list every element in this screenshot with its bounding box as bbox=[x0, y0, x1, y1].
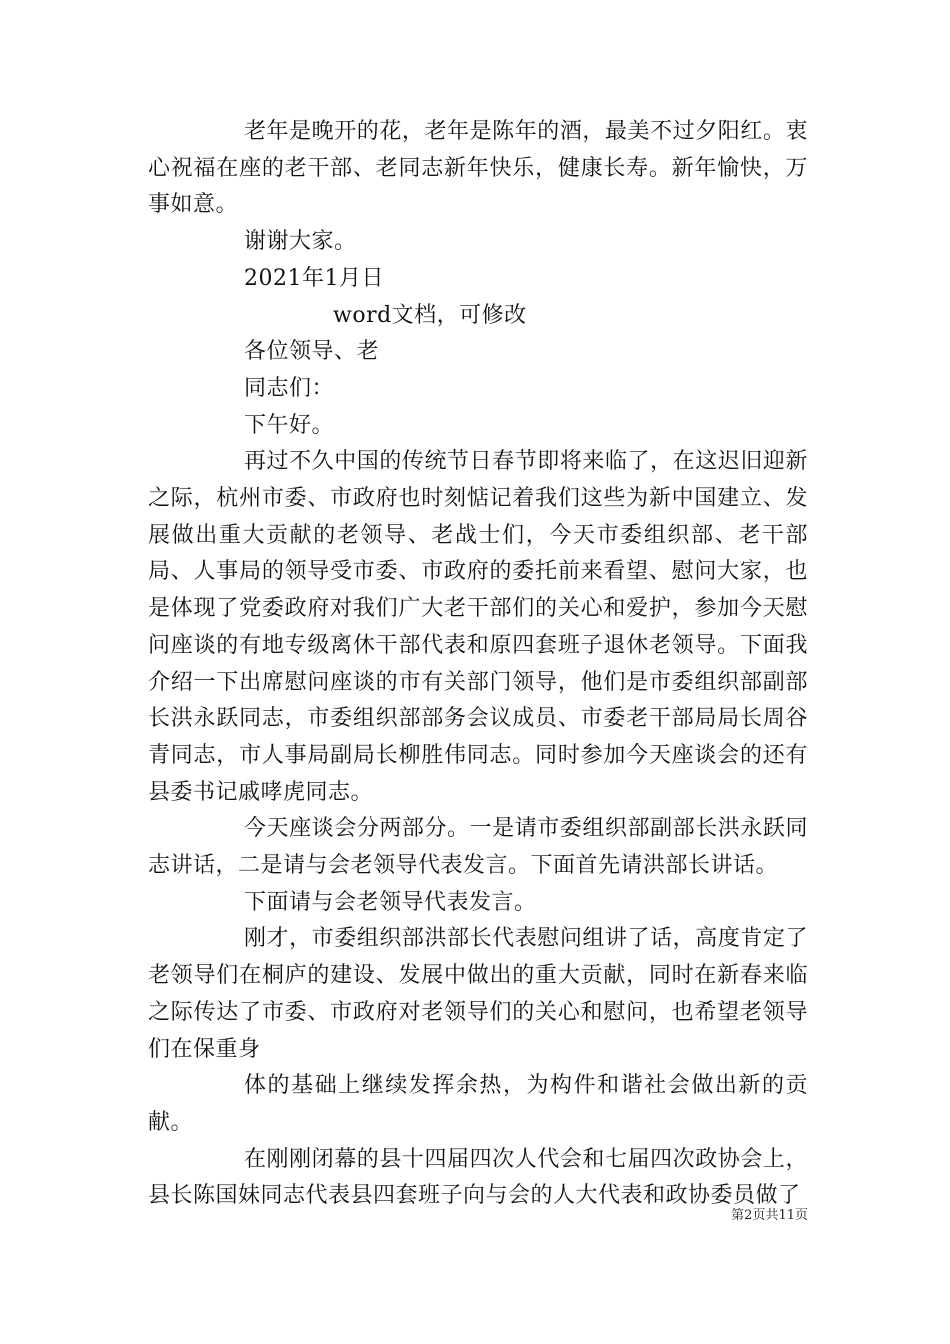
paragraph-date: 2021年1月日 bbox=[244, 265, 384, 291]
paragraph-salutation-1: 各位领导、老 bbox=[244, 339, 380, 365]
page-number: 第2页共11页 bbox=[731, 1208, 808, 1223]
paragraph-speakers: 下面请与会老领导代表发言。 bbox=[244, 889, 537, 915]
paragraph-salutation-2: 同志们： bbox=[244, 375, 335, 401]
paragraph-greeting: 下午好。 bbox=[244, 412, 335, 438]
paragraph-summary: 刚才，市委组织部洪部长代表慰问组讲了话，高度肯定了老领导们在桐庐的建设、发展中做出的重大贡献，同时在新春来临之际传达了市委、市政府对老领导们的关心和慰问，也希望老领导们在保重身 bbox=[148, 926, 808, 1062]
paragraph-word-note: word文档，可修改 bbox=[333, 302, 527, 328]
paragraph-summary-cont: 体的基础上继续发挥余热，为构件和谐社会做出新的贡献。 bbox=[148, 1073, 808, 1135]
paragraph-agenda: 今天座谈会分两部分。一是请市委组织部副部长洪永跃同志讲话，二是请与会老领导代表发言。下面首先请洪部长讲话。 bbox=[148, 816, 808, 879]
paragraph-report: 在刚刚闭幕的县十四届四次人代会和七届四次政协会上，县长陈国妹同志代表县四套班子向与会的人大代表和政协委员做了 bbox=[148, 1146, 808, 1209]
document-body bbox=[148, 114, 808, 1215]
paragraph-intro: 再过不久中国的传统节日春节即将来临了，在这迟旧迎新之际，杭州市委、市政府也时刻惦记着我们这些为新中国建立、发展做出重大贡献的老领导、老战士们，今天市委组织部、老干部局、人事局的领导受市委、市政府的委托前来看望、慰问大家，也是体现了党委政府对我们广大老干部们的关心和爱护，参加今天慰问座谈的有地专级离休干部代表和原四套班子退休老领导。下面我介绍一下出席慰问座谈的市有关部门领导，他们是市委组织部副部长洪永跃同志，市委组织部部务会议成员、市委老干部局局长周谷青同志，市人事局副局长柳胜伟同志。同时参加今天座谈会的还有县委书记戚哮虎同志。 bbox=[148, 449, 808, 805]
paragraph-closing-wish: 老年是晚开的花，老年是陈年的酒，最美不过夕阳红。衷心祝福在座的老干部、老同志新年快乐，健康长寿。新年愉快，万事如意。 bbox=[148, 119, 808, 218]
paragraph-thanks: 谢谢大家。 bbox=[244, 229, 357, 255]
